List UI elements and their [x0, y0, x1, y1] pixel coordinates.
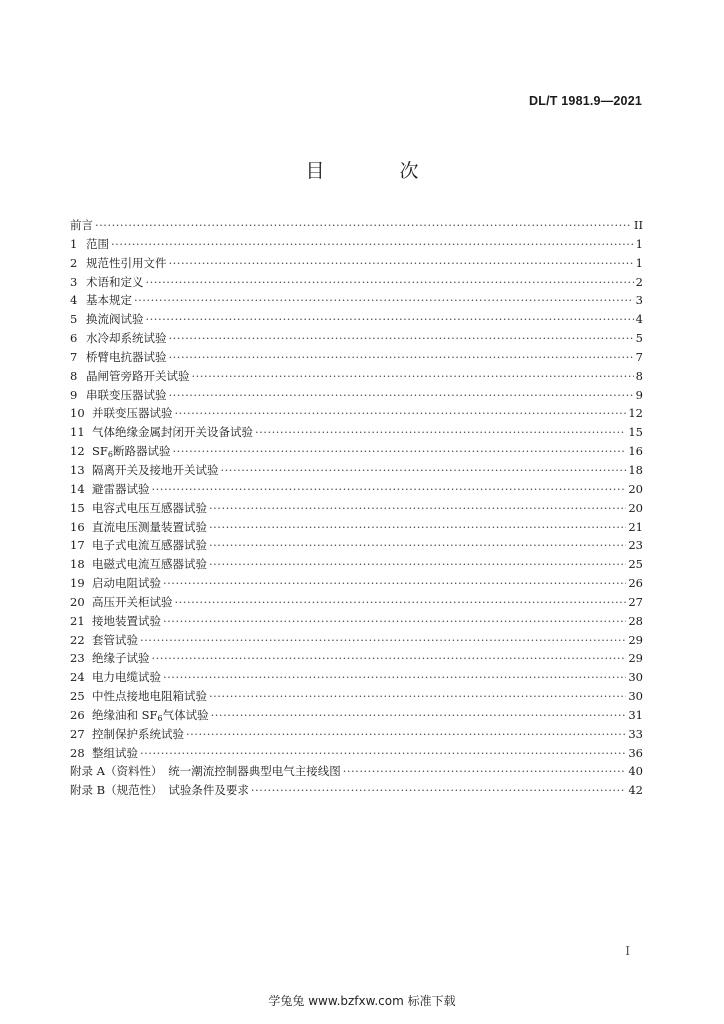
- toc-entry[interactable]: [70, 781, 643, 800]
- toc-dot-leader: [209, 518, 626, 537]
- toc-entry-page: 23: [628, 538, 643, 553]
- toc-entry-label-text: 高压开关柜试验: [92, 594, 173, 609]
- toc-entry-label-text: 附录 A（资料性） 统一潮流控制器典型电气主接线图: [70, 764, 341, 779]
- toc-entry-label-text: 术语和定义: [86, 274, 144, 289]
- toc-entry-page: 2: [635, 274, 643, 289]
- toc-entry-number: 12: [70, 444, 85, 459]
- toc-entry-page: 25: [628, 557, 643, 572]
- toc-entry-number: 6: [70, 331, 78, 346]
- toc-entry[interactable]: [70, 461, 643, 480]
- toc-entry-number: 10: [70, 406, 85, 421]
- toc-entry-label: [92, 518, 207, 537]
- toc-entry-label: [92, 744, 138, 763]
- toc-entry-label: [92, 461, 219, 480]
- toc-entry-label-text: 绝缘油和 SF: [92, 707, 158, 722]
- toc-entry-subscript: 6: [157, 713, 163, 723]
- toc-entry-label-text: 接地装置试验: [92, 613, 161, 628]
- toc-entry-label-text: 串联变压器试验: [86, 387, 167, 402]
- toc-entry-page: 21: [628, 519, 643, 534]
- toc-entry[interactable]: [70, 273, 643, 292]
- toc-entry-number: 20: [70, 594, 85, 609]
- toc-entry-label-text: 启动电阻试验: [92, 576, 161, 591]
- toc-entry[interactable]: [70, 348, 643, 367]
- toc-entry-label: [70, 762, 341, 781]
- toc-dot-leader: [209, 687, 626, 706]
- toc-dot-leader: [152, 480, 627, 499]
- toc-entry-number: 21: [70, 613, 85, 628]
- toc-entry-page: 40: [628, 764, 643, 779]
- toc-entry-label: [86, 310, 144, 329]
- toc-title: 目 次: [305, 160, 447, 182]
- toc-dot-leader: [255, 423, 626, 442]
- toc-entry-label: [86, 291, 132, 310]
- toc-entry-label-text: 隔离开关及接地开关试验: [92, 462, 219, 477]
- toc-dot-leader: [209, 555, 626, 574]
- toc-entry[interactable]: [70, 216, 643, 235]
- toc-entry-label-text: 换流阀试验: [86, 312, 144, 327]
- toc-entry[interactable]: [70, 310, 643, 329]
- toc-entry-number: 2: [70, 255, 78, 270]
- toc-entry-page: 15: [628, 425, 643, 440]
- toc-entry[interactable]: [70, 518, 643, 537]
- toc-entry-label: [92, 593, 173, 612]
- toc-entry-subscript: 6: [107, 450, 113, 460]
- toc-dot-leader: [172, 442, 626, 461]
- toc-entry-label-text: 气体绝缘金属封闭开关设备试验: [92, 425, 253, 440]
- toc-dot-leader: [146, 310, 634, 329]
- toc-dot-leader: [140, 744, 626, 763]
- toc-entry-label-text: 中性点接地电阻箱试验: [92, 689, 207, 704]
- toc-entry-label: [92, 536, 207, 555]
- toc-entry-page: 30: [628, 670, 643, 685]
- toc-entry[interactable]: [70, 593, 643, 612]
- toc-entry-page: 27: [628, 594, 643, 609]
- toc-entry-label: [86, 386, 167, 405]
- toc-entry-label: [86, 329, 167, 348]
- toc-entry-label: [92, 612, 161, 631]
- toc-entry-label: [92, 555, 207, 574]
- toc-entry-page: 42: [628, 783, 643, 798]
- toc-entry-number: 7: [70, 349, 78, 364]
- toc-dot-leader: [163, 612, 626, 631]
- toc-entry-label: [92, 668, 161, 687]
- toc-entry-label-text: 套管试验: [92, 632, 138, 647]
- toc-entry-page: 20: [628, 500, 643, 515]
- toc-entry-page: 12: [628, 406, 643, 421]
- toc-entry-label-text: 直流电压测量装置试验: [92, 519, 207, 534]
- toc-entry[interactable]: [70, 725, 643, 744]
- toc-entry[interactable]: [70, 555, 643, 574]
- toc-entry-label: [92, 480, 150, 499]
- toc-entry-label-text: 范围: [86, 236, 109, 251]
- toc-entry-page: 18: [628, 462, 643, 477]
- toc-entry-label-text: 桥臂电抗器试验: [86, 349, 167, 364]
- toc-entry-number: 3: [70, 274, 78, 289]
- toc-dot-leader: [169, 348, 634, 367]
- toc-dot-leader: [169, 254, 634, 273]
- toc-entry-label-text: 气体试验: [162, 707, 209, 722]
- toc-entry-number: 27: [70, 726, 85, 741]
- toc-entry-label-text: 电子式电流互感器试验: [92, 538, 207, 553]
- toc-dot-leader: [186, 725, 626, 744]
- toc-entry-label-text: 前言: [70, 218, 93, 232]
- toc-entry-label: [92, 404, 173, 423]
- toc-entry-label: [86, 254, 167, 273]
- toc-entry-label-text: 断路器试验: [112, 444, 171, 459]
- toc-entry-page: 31: [628, 707, 643, 722]
- toc-dot-leader: [343, 762, 627, 781]
- toc-entry-number: 22: [70, 632, 85, 647]
- toc-entry-label: [92, 574, 161, 593]
- toc-entry-label-text: 电磁式电流互感器试验: [92, 557, 207, 572]
- toc-entry-number: 17: [70, 538, 85, 553]
- toc-entry-page: 4: [635, 312, 643, 327]
- toc-entry-number: 23: [70, 651, 85, 666]
- toc-entry-label-text: 晶闸管旁路开关试验: [86, 368, 190, 383]
- toc-entry-page: 36: [628, 745, 643, 760]
- toc-entry-number: 25: [70, 689, 85, 704]
- document-code: DL/T 1981.9—2021: [529, 94, 642, 108]
- toc-entry-page: 20: [628, 481, 643, 496]
- toc-entry-number: 24: [70, 670, 85, 685]
- toc-entry-label-text: 控制保护系统试验: [92, 726, 184, 741]
- toc-entry-page: 16: [628, 444, 643, 459]
- toc-entry[interactable]: [70, 235, 643, 254]
- toc-dot-leader: [251, 781, 627, 800]
- toc-dot-leader: [175, 593, 627, 612]
- toc-entry-label-text: 附录 B（规范性） 试验条件及要求: [70, 783, 249, 798]
- toc-entry-label: [70, 781, 249, 800]
- toc-entry-page: 3: [635, 293, 643, 308]
- toc-entry-number: 19: [70, 576, 85, 591]
- toc-dot-leader: [169, 329, 634, 348]
- toc-entry-number: 15: [70, 500, 85, 515]
- toc-entry-label: [92, 649, 150, 668]
- toc-entry[interactable]: [70, 574, 643, 593]
- toc-entry[interactable]: [70, 536, 643, 555]
- toc-dot-leader: [146, 273, 634, 292]
- toc-entry[interactable]: [70, 367, 643, 386]
- toc-entry-label-text: SF: [92, 444, 108, 459]
- toc-entry-label-text: 规范性引用文件: [86, 255, 167, 270]
- toc-entry-page: 5: [635, 331, 643, 346]
- toc-dot-leader: [111, 235, 634, 254]
- toc-entry[interactable]: [70, 499, 643, 518]
- toc-entry[interactable]: [70, 329, 643, 348]
- toc-entry-page: 1: [635, 236, 643, 251]
- toc-dot-leader: [140, 631, 626, 650]
- toc-entry-label-text: 整组试验: [92, 745, 138, 760]
- toc-entry-label: [86, 367, 190, 386]
- toc-entry-label: [86, 235, 109, 254]
- toc-entry-label-text: 电容式电压互感器试验: [92, 500, 207, 515]
- toc-entry[interactable]: [70, 687, 643, 706]
- toc-entry[interactable]: [70, 762, 643, 781]
- toc-entry-label-text: 并联变压器试验: [92, 406, 173, 421]
- toc-entry-label: [92, 423, 253, 442]
- toc-entry-page: 28: [628, 613, 643, 628]
- toc-entry-page: 33: [628, 726, 643, 741]
- toc-entry-page: 30: [628, 689, 643, 704]
- toc-entry-label: [92, 499, 207, 518]
- page-number: I: [625, 944, 630, 958]
- toc-dot-leader: [152, 649, 627, 668]
- toc-entry[interactable]: [70, 649, 643, 668]
- toc-entry-label: [70, 216, 93, 235]
- toc-entry[interactable]: [70, 404, 643, 423]
- toc-dot-leader: [192, 367, 634, 386]
- toc-entry-label: [92, 687, 207, 706]
- toc-entry[interactable]: [70, 631, 643, 650]
- toc-entry-page: 9: [635, 387, 643, 402]
- toc-entry[interactable]: [70, 480, 643, 499]
- toc-entry[interactable]: [70, 744, 643, 763]
- toc-entry-label: [86, 348, 167, 367]
- toc-entry-number: 11: [70, 425, 85, 440]
- toc-entry-number: 26: [70, 707, 85, 722]
- toc-entry[interactable]: [70, 442, 643, 461]
- toc-entry-number: 16: [70, 519, 85, 534]
- toc-entry-page: 29: [628, 632, 643, 647]
- toc-entry-number: 28: [70, 745, 85, 760]
- toc-entry[interactable]: [70, 668, 643, 687]
- toc-dot-leader: [163, 668, 626, 687]
- toc-entry-page: 7: [635, 349, 643, 364]
- toc-entry-label: [86, 273, 144, 292]
- toc-entry-page: 8: [635, 368, 643, 383]
- table-of-contents: [70, 216, 643, 800]
- toc-entry-number: 13: [70, 462, 85, 477]
- toc-entry[interactable]: [70, 254, 643, 273]
- toc-entry-label: [92, 725, 184, 744]
- toc-entry[interactable]: [70, 706, 643, 725]
- toc-entry-label-text: 水冷却系统试验: [86, 331, 167, 346]
- toc-dot-leader: [175, 404, 627, 423]
- toc-entry-number: 1: [70, 236, 78, 251]
- toc-dot-leader: [209, 536, 626, 555]
- footer-watermark: 学兔兔 www.bzfxw.com 标准下载: [268, 994, 456, 1008]
- toc-entry-number: 14: [70, 481, 85, 496]
- toc-entry[interactable]: [70, 612, 643, 631]
- toc-entry-page: 1: [635, 255, 643, 270]
- toc-dot-leader: [209, 499, 626, 518]
- toc-dot-leader: [169, 386, 634, 405]
- toc-entry-label-text: 基本规定: [86, 293, 132, 308]
- toc-entry-label: [92, 631, 138, 650]
- toc-dot-leader: [163, 574, 626, 593]
- toc-entry-number: 18: [70, 557, 85, 572]
- toc-dot-leader: [134, 291, 634, 310]
- toc-entry-page: II: [633, 218, 643, 232]
- toc-dot-leader: [221, 461, 627, 480]
- toc-entry-page: 29: [628, 651, 643, 666]
- toc-entry-label-text: 电力电缆试验: [92, 670, 161, 685]
- toc-dot-leader: [211, 706, 627, 725]
- toc-entry-label-text: 绝缘子试验: [92, 651, 150, 666]
- toc-entry-page: 26: [628, 576, 643, 591]
- toc-entry[interactable]: [70, 386, 643, 405]
- toc-dot-leader: [95, 216, 632, 235]
- toc-entry-number: 4: [70, 293, 78, 308]
- toc-entry[interactable]: [70, 291, 643, 310]
- toc-entry[interactable]: [70, 423, 643, 442]
- toc-entry-label-text: 避雷器试验: [92, 481, 150, 496]
- toc-entry-number: 5: [70, 312, 78, 327]
- toc-entry-number: 9: [70, 387, 78, 402]
- toc-entry-number: 8: [70, 368, 78, 383]
